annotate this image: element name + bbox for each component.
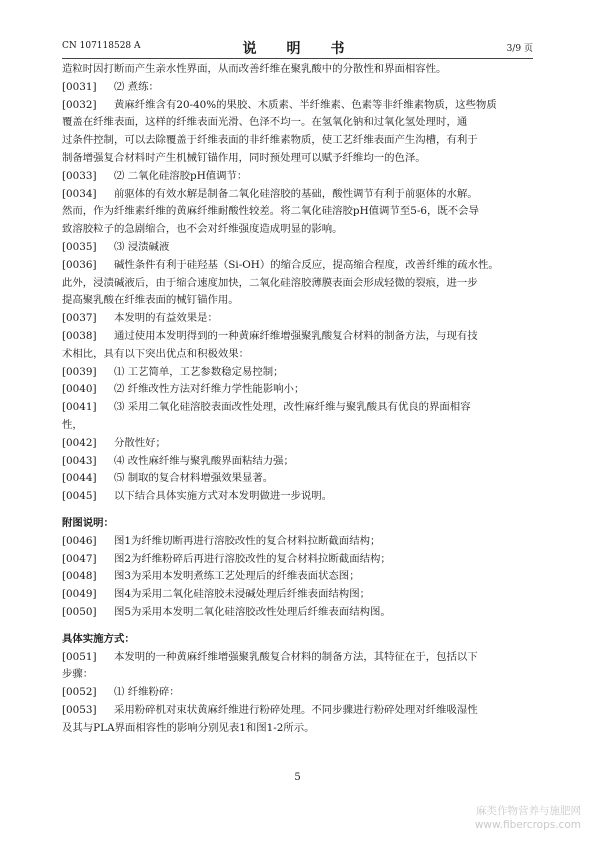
paragraph-0052: [0052] ⑴ 纤维粉碎： [62, 684, 533, 702]
paragraph-0042: [0042] 分散性好； [62, 435, 533, 453]
paragraph-0051: [0051] 本发明的一种黄麻纤维增强聚乳酸复合材料的制备方法，其特征在于，包括以下 步骤： [62, 650, 478, 681]
document-title: 说 明 书 [242, 41, 353, 57]
paragraph-number: [0045] [62, 490, 97, 503]
paragraph-number: [0044] [62, 472, 97, 485]
paragraph-number: [0036] [62, 258, 97, 271]
paragraph-0032: [0032] 黄麻纤维含有20-40%的果胶、木质素、半纤维素、色素等非纤维素物质，这些物质 覆盖在纤维表面，这样的纤维表面光滑、色泽不均一。在氢氧化钠和过氧化氢处理时，通 过条件控制，可以去除覆盖于纤维表面的非纤维素物质，使工艺纤维表面产生沟槽，有利于 制备增强复合材料时产生机械钉锚作用，同时预处理可以赋予纤维均一的色泽。 [62, 98, 497, 164]
page-count: 3/9 页 [506, 44, 533, 54]
paragraph-0037: [0037] 本发明的有益效果是： [62, 310, 533, 328]
section-heading-implementation: 具体实施方式： [62, 632, 135, 645]
watermark [475, 804, 581, 832]
paragraph-number: [0046] [62, 534, 97, 547]
paragraph-0041: [0041] ⑶ 采用二氧化硅溶胶表面改性处理，改性麻纤维与聚乳酸具有优良的界面相容 性， [62, 401, 471, 431]
paragraph-number: [0052] [62, 686, 97, 699]
paragraph-number: [0037] [62, 312, 97, 325]
paragraph-0034: [0034] 前驱体的有效水解是制备二氧化硅溶胶的基础，酸性调节有利于前驱体的水解。 然而，作为纤维素纤维的黄麻纤维耐酸性较差。将二氧化硅溶胶pH值调节至5-6，既不会导 致溶胶粒子的急剧缩合，也不会对纤维强度造成明显的影响。 [62, 187, 479, 236]
header-divider [62, 58, 533, 59]
paragraph-number: [0031] [62, 80, 97, 93]
page-number: 5 [294, 772, 301, 783]
paragraph-number: [0040] [62, 383, 97, 396]
paragraph-number: [0035] [62, 240, 97, 253]
paragraph-number: [0039] [62, 365, 97, 378]
paragraph-number: [0042] [62, 436, 97, 449]
paragraph-number: [0051] [62, 650, 97, 663]
paragraph-0043: [0043] ⑷ 改性麻纤维与聚乳酸界面粘结力强； [62, 453, 533, 471]
paragraph-0050: [0050] 图5为采用本发明二氧化硅溶胶改性处理后纤维表面结构图。 [62, 604, 533, 622]
paragraph-0035: [0035] ⑶ 浸渍碱液 [62, 239, 533, 257]
paragraph-0046: [0046] 图1为纤维切断再进行溶胶改性的复合材料拉断截面结构； [62, 533, 533, 551]
paragraph-number: [0050] [62, 605, 97, 618]
paragraph-0033: [0033] ⑵ 二氧化硅溶胶pH值调节： [62, 168, 533, 186]
paragraph-number: [0053] [62, 703, 97, 716]
paragraph-0039: [0039] ⑴ 工艺简单，工艺参数稳定易控制； [62, 364, 533, 382]
paragraph-number: [0033] [62, 169, 97, 182]
paragraph-0045: [0045] 以下结合具体实施方式对本发明做进一步说明。 [62, 488, 533, 506]
paragraph-0048: [0048] 图3为采用本发明煮练工艺处理后的纤维表面状态图； [62, 568, 533, 586]
paragraph-0036: [0036] 碱性条件有利于硅羟基（Si-OH）的缩合反应，提高缩合程度，改善纤维的疏水性。 此外，浸渍碱液后，由于缩合速度加快，二氧化硅溶胶薄膜表面会形成轻微的裂痕，进一步 提高聚乳酸在纤维表面的械钉锚作用。 [62, 258, 499, 307]
paragraph-number: [0047] [62, 552, 97, 565]
section-heading-figures: 附图说明： [62, 516, 114, 529]
paragraph-number: [0048] [62, 570, 97, 583]
paragraph-0047: [0047] 图2为纤维粉碎后再进行溶胶改性的复合材料拉断截面结构； [62, 551, 533, 569]
paragraph-number: [0049] [62, 588, 97, 601]
watermark-url: www.fibercrops.com [474, 819, 581, 831]
paragraph-number: [0043] [62, 454, 97, 467]
paragraph-number: [0032] [62, 98, 97, 111]
paragraph-number: [0038] [62, 329, 97, 342]
paragraph-0038: [0038] 通过使用本发明得到的一种黄麻纤维增强聚乳酸复合材料的制备方法，与现有技 术相比，具有以下突出优点和积极效果： [62, 329, 478, 360]
paragraph-0053: [0053] 采用粉碎机对束状黄麻纤维进行粉碎处理。不同步骤进行粉碎处理对纤维吸湿性 及其与PLA界面相容性的影响分别见表1和图1-2所示。 [62, 703, 478, 734]
publication-number: CN 107118528 A [62, 41, 141, 51]
document-body [62, 61, 533, 737]
paragraph-number: [0041] [62, 401, 97, 414]
paragraph-number: [0034] [62, 187, 97, 200]
page-header [62, 38, 533, 56]
paragraph-0040: [0040] ⑵ 纤维改性方法对纤维力学性能影响小； [62, 381, 533, 399]
paragraph-0049: [0049] 图4为采用二氧化硅溶胶未浸碱处理后纤维表面结构图； [62, 586, 533, 604]
paragraph-0031: [0031] ⑵ 煮练： [62, 79, 533, 97]
watermark-title: 麻类作物营养与施肥网 [476, 805, 581, 817]
paragraph-continuation: 造粒时因打断而产生亲水性界面，从而改善纤维在聚乳酸中的分散性和界面相容性。 [62, 63, 447, 75]
paragraph-0044: [0044] ⑸ 制取的复合材料增强效果显著。 [62, 470, 533, 488]
